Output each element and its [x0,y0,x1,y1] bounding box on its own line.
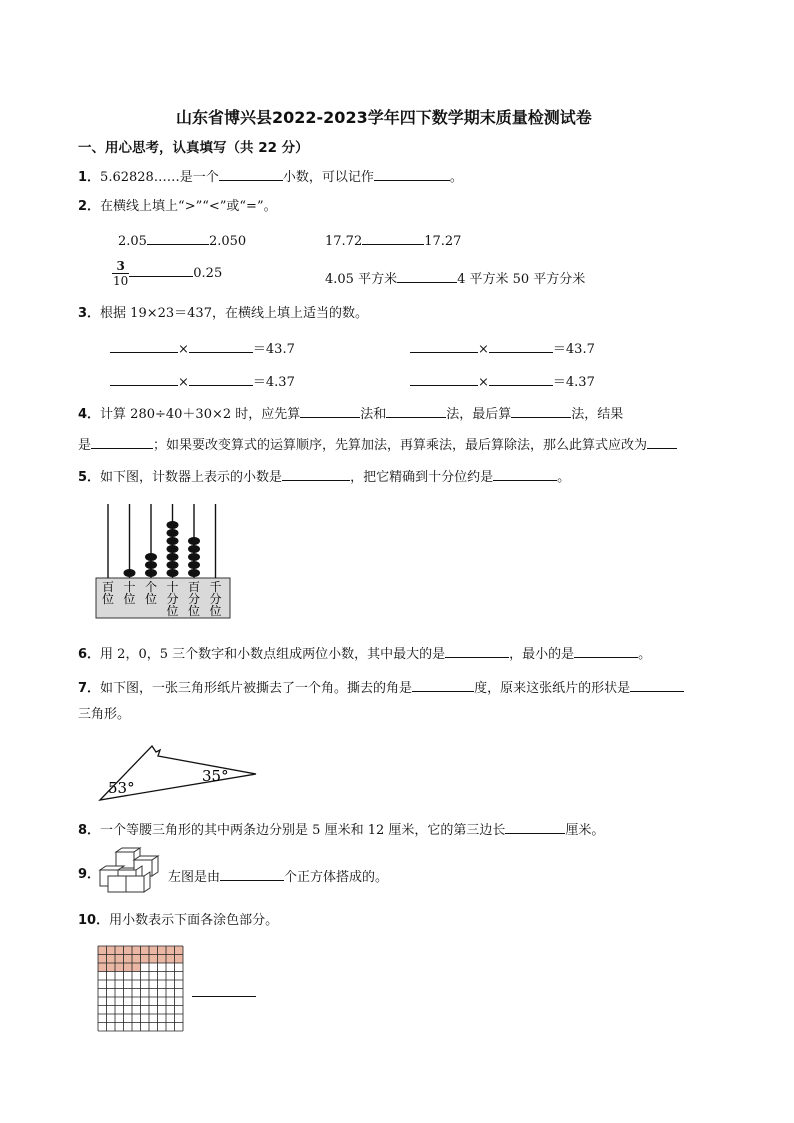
abacus-bead [124,569,136,577]
answer-blank[interactable] [410,340,478,353]
abacus-bead [145,569,157,577]
compare-row: 4.05 平方米 4 平方米 50 平方分米 [325,272,586,287]
torn-triangle-figure [96,736,262,806]
abacus-bead [145,561,157,569]
answer-blank[interactable] [220,868,284,881]
shaded-cell [98,955,107,964]
equation-row: × ＝43.7 [410,340,595,356]
question-number: 5． [78,470,101,485]
answer-blank[interactable] [282,468,350,481]
shaded-cell [149,946,158,955]
abacus-bead [167,521,179,529]
abacus-place-label: 个 [144,580,158,594]
answer-blank[interactable] [511,405,571,418]
answer-blank[interactable] [219,168,283,181]
answer-blank[interactable] [412,679,474,692]
abacus-place-label: 十 [123,580,136,594]
question-10-answer [192,984,256,1000]
abacus-place-label: 百 [187,580,201,594]
answer-blank[interactable] [192,984,256,997]
question-4: 4．计算 280÷40＋30×2 时，应先算 法和 法，最后算 法，结果 [78,407,624,422]
answer-blank[interactable] [374,168,450,181]
question-7: 7．如下图，一张三角形纸片被撕去了一个角。撕去的角是 度，原来这张纸片的形状是 [78,679,684,695]
abacus-place-label: 位 [123,592,136,606]
abacus-figure [94,500,234,620]
hundred-grid-figure [96,944,188,1034]
question-number: 2． [78,199,101,214]
equation-row: × ＝43.7 [110,340,295,356]
answer-blank[interactable] [110,373,178,386]
shaded-cell [132,955,141,964]
answer-blank[interactable] [574,645,638,658]
abacus-place-label: 位 [101,592,115,606]
answer-blank[interactable] [189,340,253,353]
shaded-cell [124,946,133,955]
shaded-cell [98,946,107,955]
answer-blank[interactable] [91,436,153,449]
answer-blank[interactable] [505,821,565,834]
abacus-place-label: 位 [209,604,222,618]
shaded-cell [141,946,150,955]
compare-row: $\frac{3}{10}$ 0.25 [113,259,223,288]
answer-blank[interactable] [129,264,193,277]
question-4-cont: 是 ；如果要改变算式的运算顺序，先算加法，再算乘法，最后算除法，那么此算式应改为 [78,436,677,452]
shaded-cell [107,946,116,955]
shaded-cell [115,946,124,955]
abacus-bead [167,569,179,577]
abacus-bead [167,529,179,537]
answer-blank[interactable] [489,373,553,386]
shaded-cell [107,963,116,972]
angle-label: 53° [108,779,135,797]
equation-row: × ＝4.37 [410,373,595,389]
question-number: 3． [78,306,101,321]
shaded-cell [166,946,175,955]
question-number: 4． [78,407,101,422]
fraction: $\frac{3}{10}$ [113,259,129,288]
answer-blank[interactable] [630,679,684,692]
question-10: 10．用小数表示下面各涂色部分。 [78,913,279,928]
abacus-place-label: 位 [144,592,158,606]
cube-stack [100,848,158,892]
answer-blank[interactable] [493,468,557,481]
answer-blank[interactable] [386,405,446,418]
shaded-cell [115,963,124,972]
abacus-place-label: 位 [187,604,201,618]
shaded-cell [141,955,150,964]
question-number: 6． [78,647,101,662]
answer-blank[interactable] [147,232,209,245]
question-number: 7． [78,681,101,696]
answer-blank[interactable] [189,373,253,386]
abacus-bead [167,545,179,553]
question-8: 8．一个等腰三角形的其中两条边分别是 5 厘米和 12 厘米，它的第三边长 厘米。 [78,823,605,838]
shaded-cell [124,963,133,972]
shaded-cell [115,955,124,964]
question-number: 8． [78,823,101,838]
abacus-place-label: 分 [187,592,201,606]
question-1: 1．5.62828……是一个 小数，可以记作 。 [78,170,463,185]
question-7-cont: 三角形。 [78,707,131,722]
shaded-cell [132,946,141,955]
answer-blank[interactable] [362,232,424,245]
abacus-bead [167,561,179,569]
abacus-place-label: 百 [101,580,115,594]
question-9: 左图是由 个正方体搭成的。 [168,870,389,885]
answer-blank[interactable] [445,645,509,658]
answer-blank[interactable] [110,340,178,353]
shaded-cell [132,963,141,972]
shaded-cell [149,955,158,964]
angle-label: 35° [202,767,229,785]
answer-blank[interactable] [489,340,553,353]
shaded-cell [124,955,133,964]
abacus-place-label: 十 [166,580,179,594]
answer-blank[interactable] [300,405,360,418]
abacus-bead [167,537,179,545]
shaded-cell [158,946,167,955]
equation-row: × ＝4.37 [110,373,295,389]
abacus-bead [188,569,200,577]
abacus-place-label: 分 [209,592,222,606]
answer-blank[interactable] [647,436,677,449]
question-number: 1． [78,170,101,185]
shaded-cell [98,963,107,972]
abacus-bead [167,553,179,561]
question-5: 5．如下图，计数器上表示的小数是 ，把它精确到十分位约是 。 [78,470,571,485]
answer-blank[interactable] [397,270,457,283]
question-6: 6．用 2，0，5 三个数字和小数点组成两位小数，其中最大的是 ，最小的是 。 [78,647,652,662]
shaded-cell [175,946,184,955]
abacus-bead [188,545,200,553]
answer-blank[interactable] [410,373,478,386]
shaded-cell [158,955,167,964]
abacus-place-label: 位 [166,604,179,618]
compare-row: 2.05 2.050 [118,234,247,249]
question-number: 9． [78,867,101,882]
abacus-bead [188,561,200,569]
question-2: 2．在横线上填上“>”“<”或“=”。 [78,199,277,214]
shaded-cell [107,955,116,964]
question-number: 10． [78,913,110,928]
abacus-bead [188,553,200,561]
question-3: 3．根据 19×23＝437，在横线上填上适当的数。 [78,306,368,321]
abacus-bead [145,553,157,561]
abacus-bead [188,537,200,545]
abacus-place-label: 分 [166,592,179,606]
shaded-cell [175,955,184,964]
page-title: 山东省博兴县2022-2023学年四下数学期末质量检测试卷 [176,108,592,127]
shaded-cell [166,955,175,964]
section-heading: 一、用心思考，认真填写（共 22 分） [78,140,309,156]
cubes-figure [96,846,166,898]
compare-row: 17.72 17.27 [325,234,462,249]
abacus-place-label: 千 [209,580,222,594]
